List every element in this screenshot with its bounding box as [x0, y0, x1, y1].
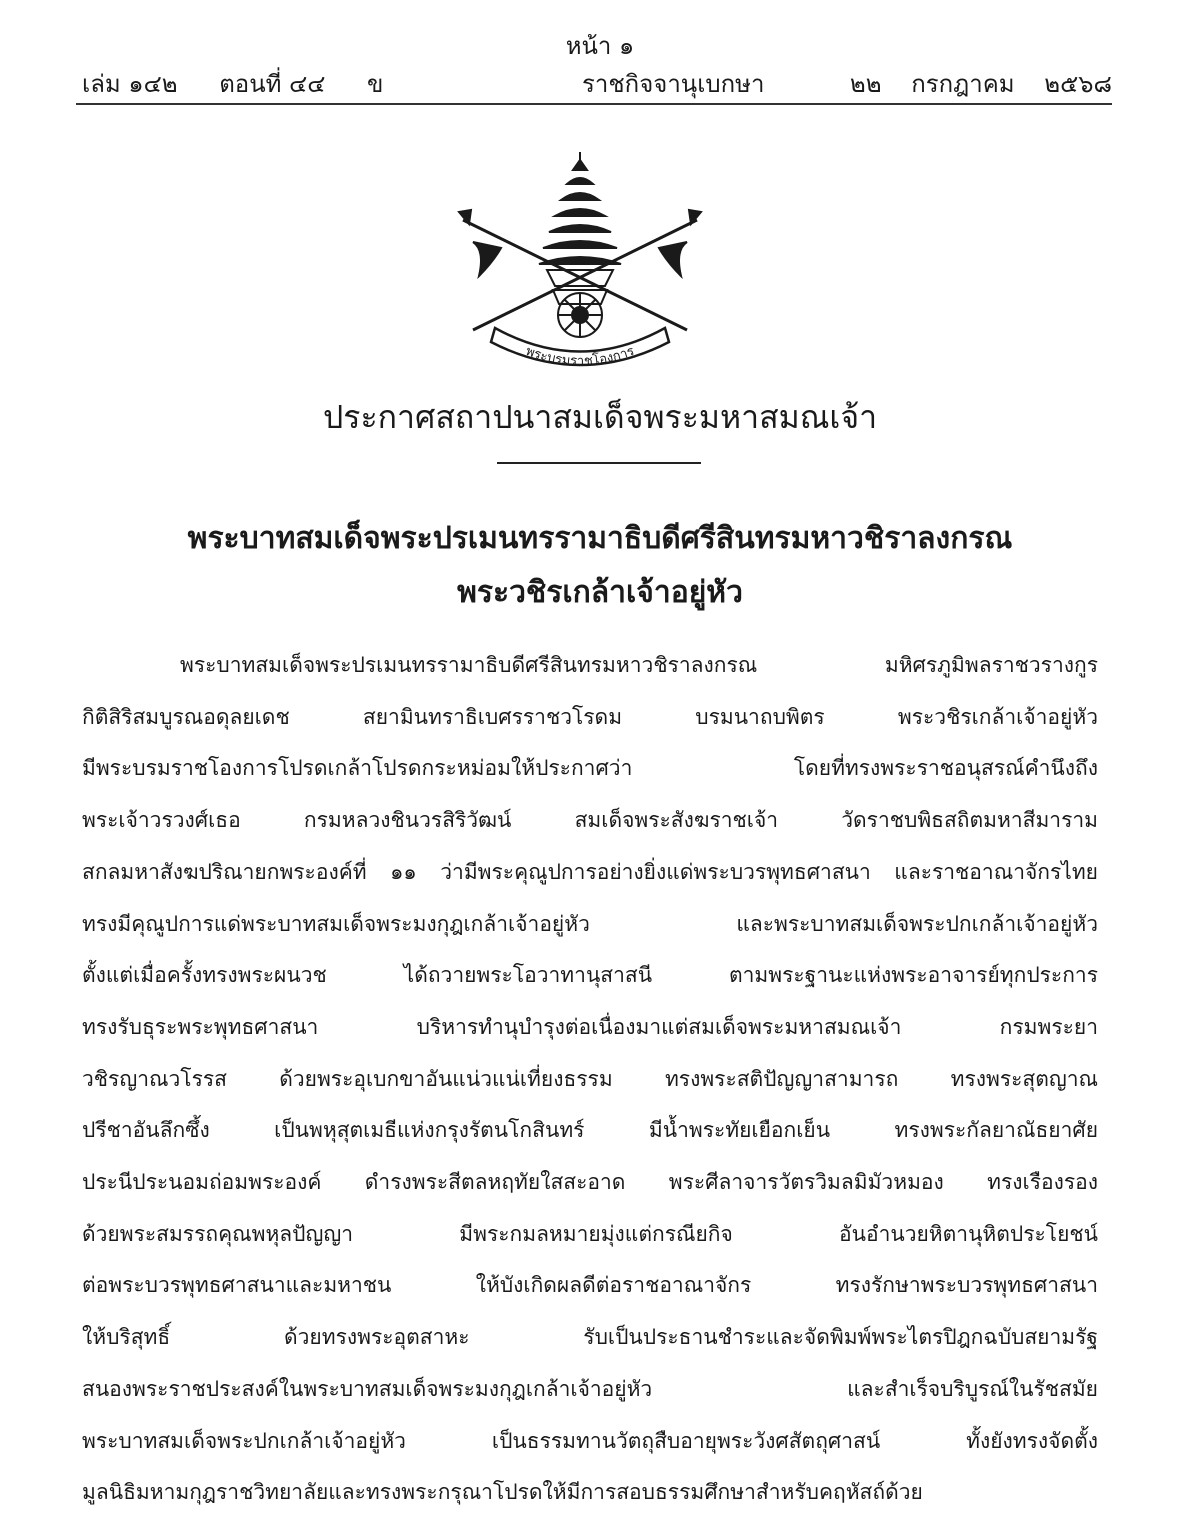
body-line: ทรงมีคุณูปการแด่พระบาทสมเด็จพระมงกุฎเกล้าเจ้าอยู่หัว และพระบาทสมเด็จพระปกเกล้าเจ้าอยู่หัว	[82, 911, 1098, 936]
volume-number: เล่ม ๑๔๒	[82, 70, 178, 98]
body-line: มีพระบรมราชโองการโปรดเกล้าโปรดกระหม่อมให้ประกาศว่า โดยที่ทรงพระราชอนุสรณ์คำนึงถึง	[82, 756, 1098, 781]
body-line: ทรงรับธุระพระพุทธศาสนา บริหารทำนุบำรุงต่อเนื่องมาแต่สมเด็จพระมหาสมณเจ้า กรมพระยา	[82, 1014, 1098, 1039]
body-line: สกลมหาสังฆปริณายกพระองค์ที่ ๑๑ ว่ามีพระคุณูปการอย่างยิ่งแด่พระบวรพุทธศาสนา และราชอาณาจักรไทย	[82, 859, 1098, 884]
publication-date	[828, 64, 1112, 103]
king-name-heading	[0, 512, 1200, 620]
date-year: ๒๕๖๘	[1044, 70, 1112, 98]
body-line: พระบาทสมเด็จพระปกเกล้าเจ้าอยู่หัว เป็นธรรมทานวัตถุสืบอายุพระวังศสัตถุศาสน์ ทั้งยังทรงจัดตั้ง	[82, 1428, 1098, 1453]
king-name-line-1: พระบาทสมเด็จพระปรเมนทรรามาธิบดีศรีสินทรมหาวชิราลงกรณ	[187, 521, 1013, 556]
issue-info	[82, 64, 417, 103]
announcement-title: ประกาศสถาปนาสมเด็จพระมหาสมณเจ้า	[322, 398, 878, 436]
body-line: ด้วยพระสมรรถคุณพหุลปัญญา มีพระกมลหมายมุ่งแต่กรณียกิจ อันอำนวยหิตานุหิตประโยชน์	[82, 1221, 1098, 1246]
body-line: มูลนิธิมหามกุฎราชวิทยาลัยและทรงพระกรุณาโปรดให้มีการสอบธรรมศึกษาสำหรับคฤหัสถ์ด้วย	[82, 1480, 923, 1505]
king-name-line-2: พระวชิรเกล้าเจ้าอยู่หัว	[457, 575, 743, 610]
body-line: ให้บริสุทธิ์ ด้วยทรงพระอุตสาหะ รับเป็นประธานชำระและจัดพิมพ์พระไตรปิฎกฉบับสยามรัฐ	[82, 1325, 1098, 1350]
royal-seal-emblem-icon	[455, 150, 705, 375]
body-line: ปรีชาอันลึกซึ้ง เป็นพหุสุตเมธีแห่งกรุงรัตนโกสินทร์ มีน้ำพระทัยเยือกเย็น ทรงพระกัลยาณัธยาศัย	[82, 1118, 1098, 1143]
body-line: สนองพระราชประสงค์ในพระบาทสมเด็จพระมงกุฎเกล้าเจ้าอยู่หัว และสำเร็จบริบูรณ์ในรัชสมัย	[82, 1376, 1098, 1401]
title-divider	[497, 462, 701, 464]
section-number: ตอนที่ ๔๔	[219, 70, 326, 98]
date-day: ๒๒	[849, 70, 882, 98]
date-month: กรกฎาคม	[911, 70, 1015, 98]
body-line: วชิรญาณวโรรส ด้วยพระอุเบกขาอันแน่วแน่เที่ยงธรรม ทรงพระสติปัญญาสามารถ ทรงพระสุตญาณ	[82, 1066, 1098, 1091]
gazette-header	[82, 64, 1112, 100]
header-divider	[76, 103, 1112, 105]
emblem-inscription: พระบรมราชโองการ	[523, 343, 637, 370]
page-number: หน้า ๑	[565, 32, 635, 60]
gazette-name: ราชกิจจานุเบกษา	[582, 70, 765, 98]
announcement-body	[82, 640, 1098, 1519]
body-line: ตั้งแต่เมื่อครั้งทรงพระผนวช ได้ถวายพระโอวาทานุสาสนี ตามพระฐานะแห่งพระอาจารย์ทุกประการ	[82, 963, 1098, 988]
body-line: ประนีประนอมถ่อมพระองค์ ดำรงพระสีตลหฤทัยใสสะอาด พระศีลาจารวัตรวิมลมิมัวหมอง ทรงเรืองรอง	[82, 1170, 1098, 1195]
body-line: พระบาทสมเด็จพระปรเมนทรรามาธิบดีศรีสินทรมหาวชิราลงกรณ มหิศรภูมิพลราชวรางกูร	[180, 653, 1098, 677]
body-line: ต่อพระบวรพุทธศาสนาและมหาชน ให้บังเกิดผลดีต่อราชอาณาจักร ทรงรักษาพระบวรพุทธศาสนา	[82, 1273, 1098, 1298]
body-line: กิติสิริสมบูรณอดุลยเดช สยามินทราธิเบศรราชวโรดม บรมนาถบพิตร พระวชิรเกล้าเจ้าอยู่หัว	[82, 704, 1098, 729]
part-letter: ข	[367, 70, 384, 98]
body-line: พระเจ้าวรวงศ์เธอ กรมหลวงชินวรสิริวัฒน์ สมเด็จพระสังฆราชเจ้า วัดราชบพิธสถิตมหาสีมาราม	[82, 808, 1098, 833]
